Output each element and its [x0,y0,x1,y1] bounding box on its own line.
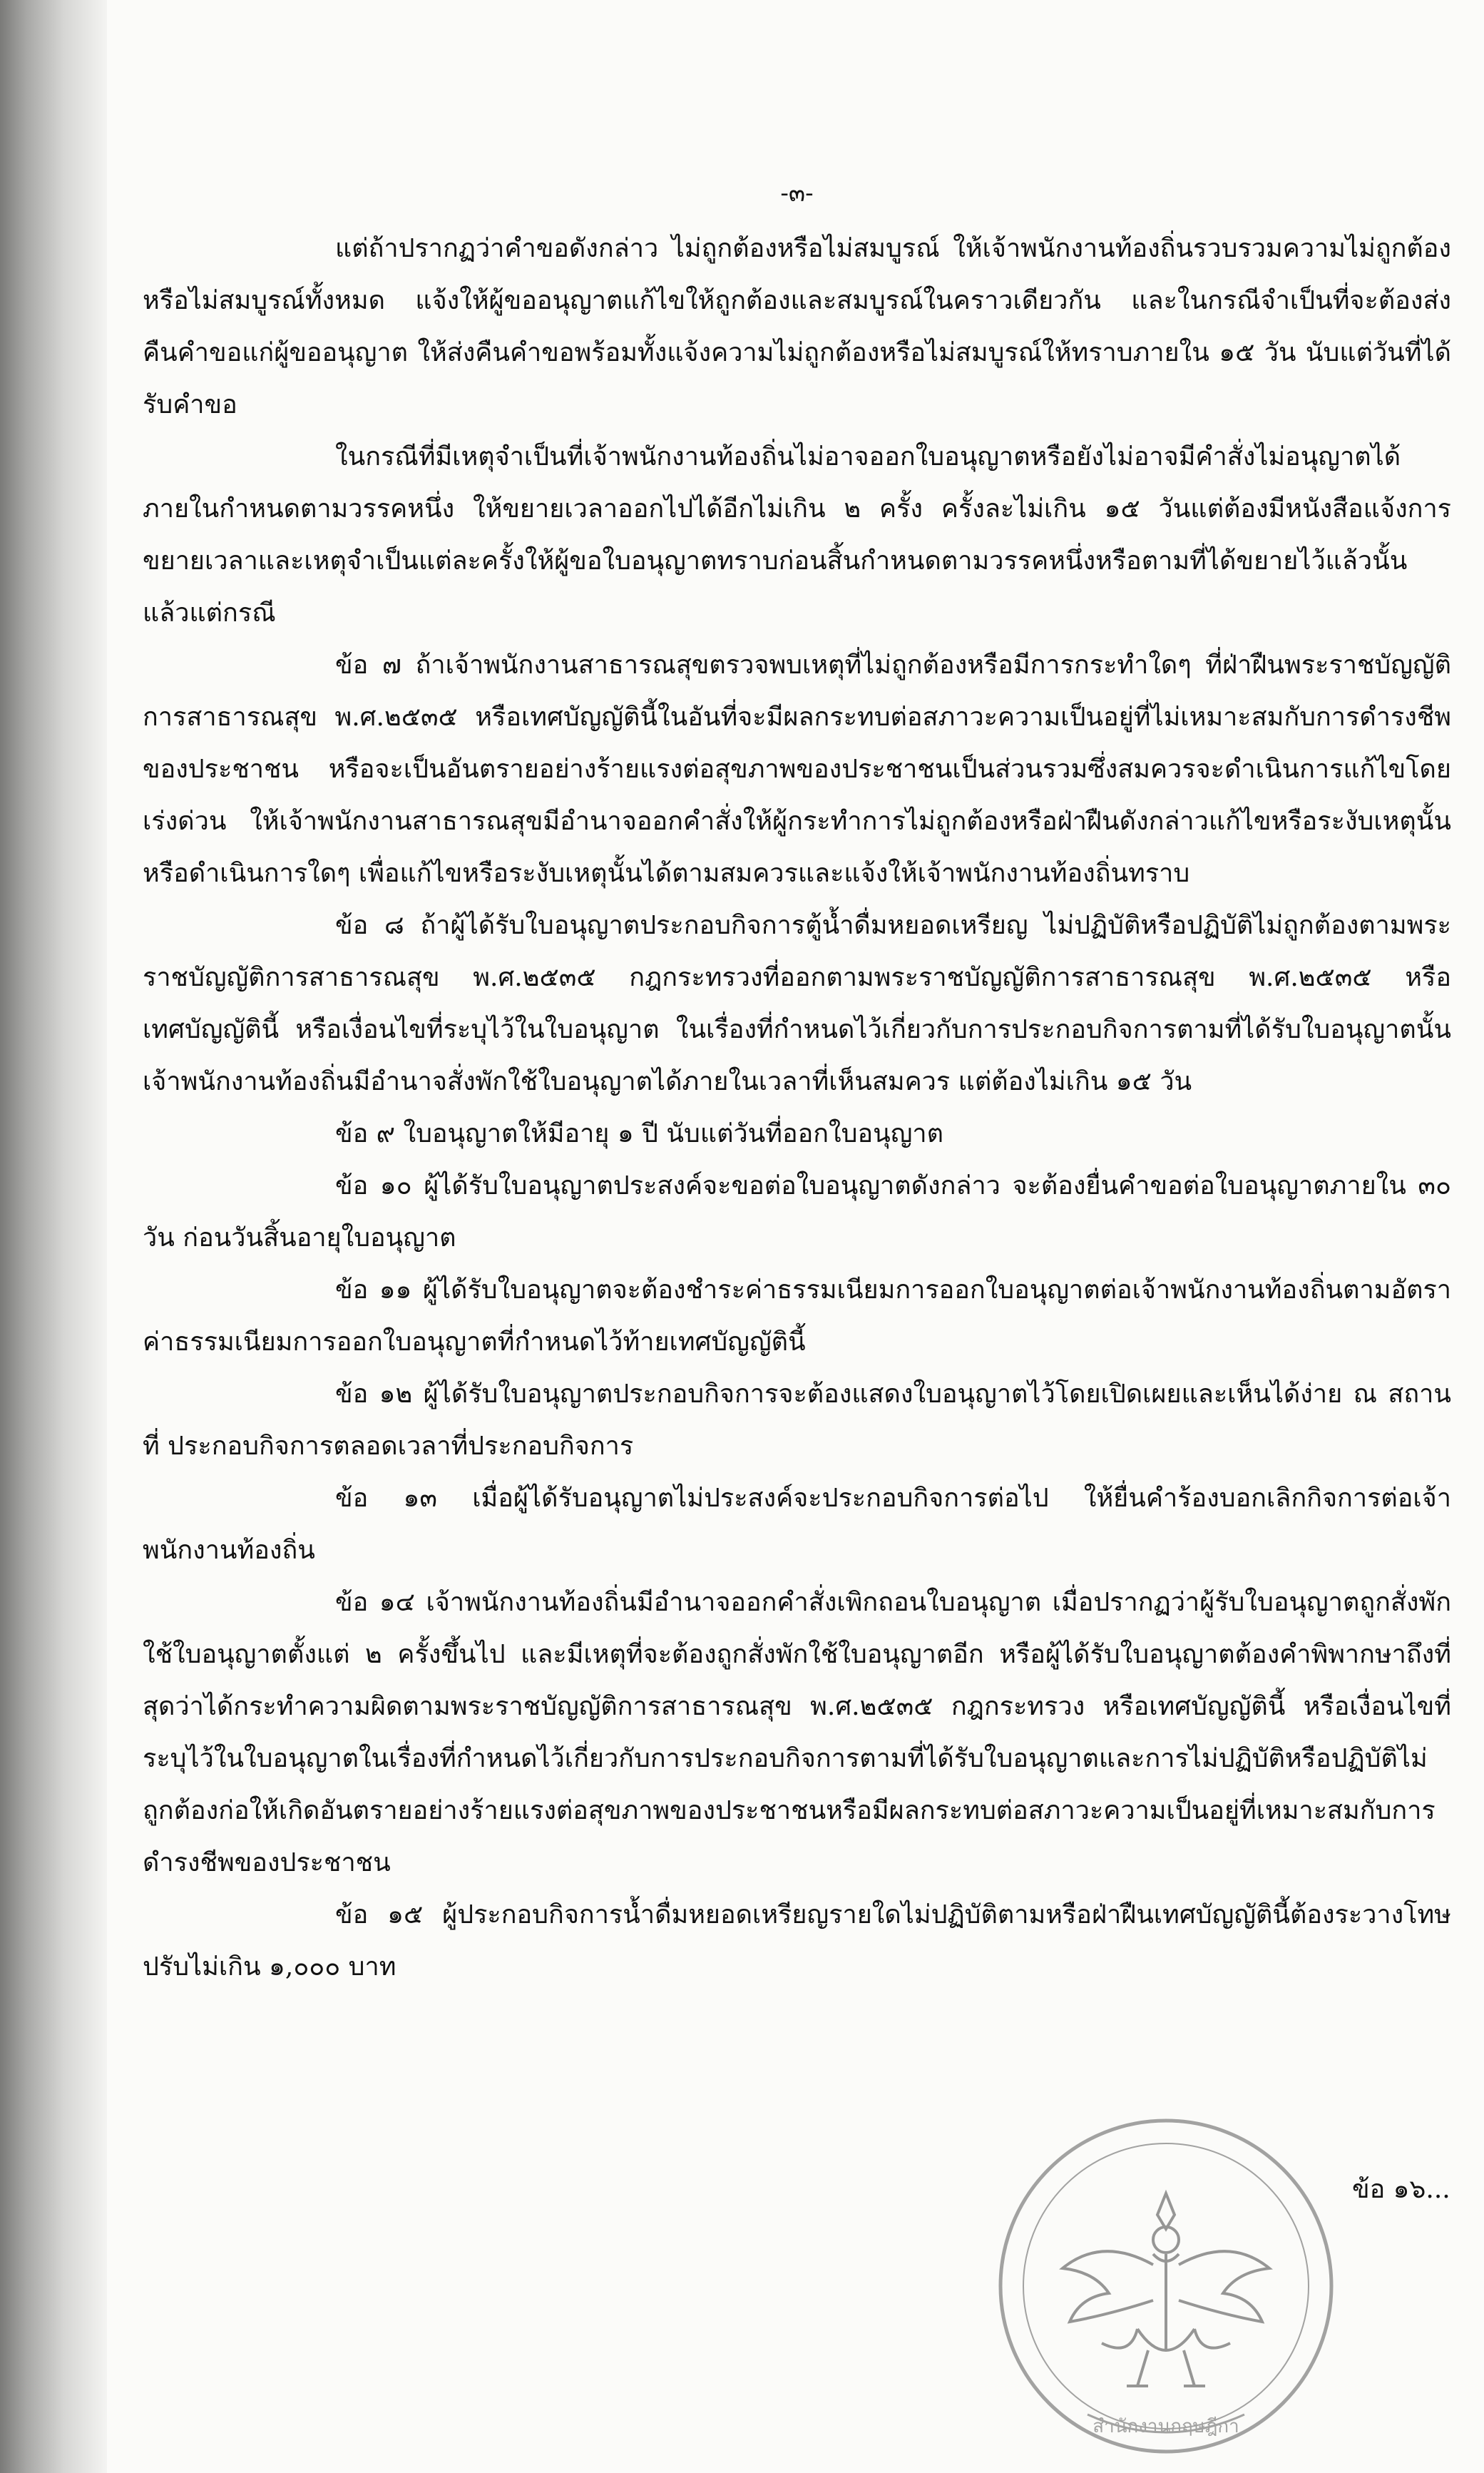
clause-11: ข้อ ๑๑ ผู้ได้รับใบอนุญาตจะต้องชำระค่าธรรมเนียมการออกใบอนุญาตต่อเจ้าพนักงานท้องถิ่นตามอัตราค่าธรรมเนียมการออกใบอนุญาตที่กำหนดไว้ท้ายเทศบัญญัตินี้ [143,1275,1451,1357]
garuda-emblem-icon [995,2115,1337,2457]
binding-shadow [0,0,107,2473]
paragraph: ในกรณีที่มีเหตุจำเป็นที่เจ้าพนักงานท้องถิ่นไม่อาจออกใบอนุญาตหรือยังไม่อาจมีคำสั่งไม่อนุญาตได้ภายในกำหนดตามวรรคหนึ่ง ให้ขยายเวลาออกไปได้อีกไม่เกิน ๒ ครั้ง ครั้งละไม่เกิน ๑๕ วันแต่ต้องมีหนังสือแจ้งการขยายเวลาและเหตุจำเป็นแต่ละครั้งให้ผู้ขอใบอนุญาตทราบก่อนสิ้นกำหนดตามวรรคหนึ่งหรือตามที่ได้ขยายไว้แล้วนั้น แล้วแต่กรณี [143,442,1451,628]
clause-14: ข้อ ๑๔ เจ้าพนักงานท้องถิ่นมีอำนาจออกคำสั่งเพิกถอนใบอนุญาต เมื่อปรากฏว่าผู้รับใบอนุญาตถูกสั่งพักใช้ใบอนุญาตตั้งแต่ ๒ ครั้งขึ้นไป และมีเหตุที่จะต้องถูกสั่งพักใช้ใบอนุญาตอีก หรือผู้ได้รับใบอนุญาตต้องคำพิพากษาถึงที่สุดว่าได้กระทำความผิดตามพระราชบัญญัติการสาธารณสุข พ.ศ.๒๕๓๕ กฎกระทรวง หรือเทศบัญญัตินี้ หรือเงื่อนไขที่ระบุไว้ในใบอนุญาตในเรื่องที่กำหนดไว้เกี่ยวกับการประกอบกิจการตามที่ได้รับใบอนุญาตและการไม่ปฏิบัติหรือปฏิบัติไม่ถูกต้องก่อให้เกิดอันตรายอย่างร้ายแรงต่อสุขภาพของประชาชนหรือมีผลกระทบต่อสภาวะความเป็นอยู่ที่เหมาะสมกับการดำรงชีพของประชาชน [143,1588,1451,1877]
clause-10: ข้อ ๑๐ ผู้ได้รับใบอนุญาตประสงค์จะขอต่อใบอนุญาตดังกล่าว จะต้องยื่นคำขอต่อใบอนุญาตภายใน ๓๐ วัน ก่อนวันสิ้นอายุใบอนุญาต [143,1171,1451,1253]
clause-9: ข้อ ๙ ใบอนุญาตให้มีอายุ ๑ ปี นับแต่วันที่ออกใบอนุญาต [335,1119,943,1148]
page-number: -๓- [780,179,814,208]
seal-text: สำนักงานกฤษฎีกา [1092,2416,1239,2437]
document-body [143,168,1451,1993]
clause-15: ข้อ ๑๕ ผู้ประกอบกิจการน้ำดื่มหยอดเหรียญรายใดไม่ปฏิบัติตามหรือฝ่าฝืนเทศบัญญัตินี้ต้องระวางโทษปรับไม่เกิน ๑,๐๐๐ บาท [143,1900,1451,1982]
clause-8: ข้อ ๘ ถ้าผู้ได้รับใบอนุญาตประกอบกิจการตู้น้ำดื่มหยอดเหรียญ ไม่ปฏิบัติหรือปฏิบัติไม่ถูกต้องตามพระราชบัญญัติการสาธารณสุข พ.ศ.๒๕๓๕ กฎกระทรวงที่ออกตามพระราชบัญญัติการสาธารณสุข พ.ศ.๒๕๓๕ หรือเทศบัญญัตินี้ หรือเงื่อนไขที่ระบุไว้ในใบอนุญาต ในเรื่องที่กำหนดไว้เกี่ยวกับการประกอบกิจการตามที่ได้รับใบอนุญาตนั้น เจ้าพนักงานท้องถิ่นมีอำนาจสั่งพักใช้ใบอนุญาตได้ภายในเวลาที่เห็นสมควร แต่ต้องไม่เกิน ๑๕ วัน [143,911,1451,1096]
continuation-marker: ข้อ ๑๖... [1352,2175,1450,2204]
clause-7: ข้อ ๗ ถ้าเจ้าพนักงานสาธารณสุขตรวจพบเหตุที่ไม่ถูกต้องหรือมีการกระทำใดๆ ที่ฝ่าฝืนพระราชบัญญัติการสาธารณสุข พ.ศ.๒๕๓๕ หรือเทศบัญญัตินี้ในอันที่จะมีผลกระทบต่อสภาวะความเป็นอยู่ที่ไม่เหมาะสมกับการดำรงชีพของประชาชน หรือจะเป็นอันตรายอย่างร้ายแรงต่อสุขภาพของประชาชนเป็นส่วนรวมซึ่งสมควรจะดำเนินการแก้ไขโดยเร่งด่วน ให้เจ้าพนักงานสาธารณสุขมีอำนาจออกคำสั่งให้ผู้กระทำการไม่ถูกต้องหรือฝ่าฝืนดังกล่าวแก้ไขหรือระงับเหตุนั้น หรือดำเนินการใดๆ เพื่อแก้ไขหรือระงับเหตุนั้นได้ตามสมควรและแจ้งให้เจ้าพนักงานท้องถิ่นทราบ [143,651,1451,888]
clause-12: ข้อ ๑๒ ผู้ได้รับใบอนุญาตประกอบกิจการจะต้องแสดงใบอนุญาตไว้โดยเปิดเผยและเห็นได้ง่าย ณ สถานที่ ประกอบกิจการตลอดเวลาที่ประกอบกิจการ [143,1380,1451,1461]
paragraph: แต่ถ้าปรากฏว่าคำขอดังกล่าว ไม่ถูกต้องหรือไม่สมบูรณ์ ให้เจ้าพนักงานท้องถิ่นรวบรวมความไม่ถูกต้องหรือไม่สมบูรณ์ทั้งหมด แจ้งให้ผู้ขออนุญาตแก้ไขให้ถูกต้องและสมบูรณ์ในคราวเดียวกัน และในกรณีจำเป็นที่จะต้องส่งคืนคำขอแก่ผู้ขออนุญาต ให้ส่งคืนคำขอพร้อมทั้งแจ้งความไม่ถูกต้องหรือไม่สมบูรณ์ให้ทราบภายใน ๑๕ วัน นับแต่วันที่ได้รับคำขอ [143,234,1451,419]
clause-13: ข้อ ๑๓ เมื่อผู้ได้รับอนุญาตไม่ประสงค์จะประกอบกิจการต่อไป ให้ยื่นคำร้องบอกเลิกกิจการต่อเจ้าพนักงานท้องถิ่น [143,1484,1451,1565]
